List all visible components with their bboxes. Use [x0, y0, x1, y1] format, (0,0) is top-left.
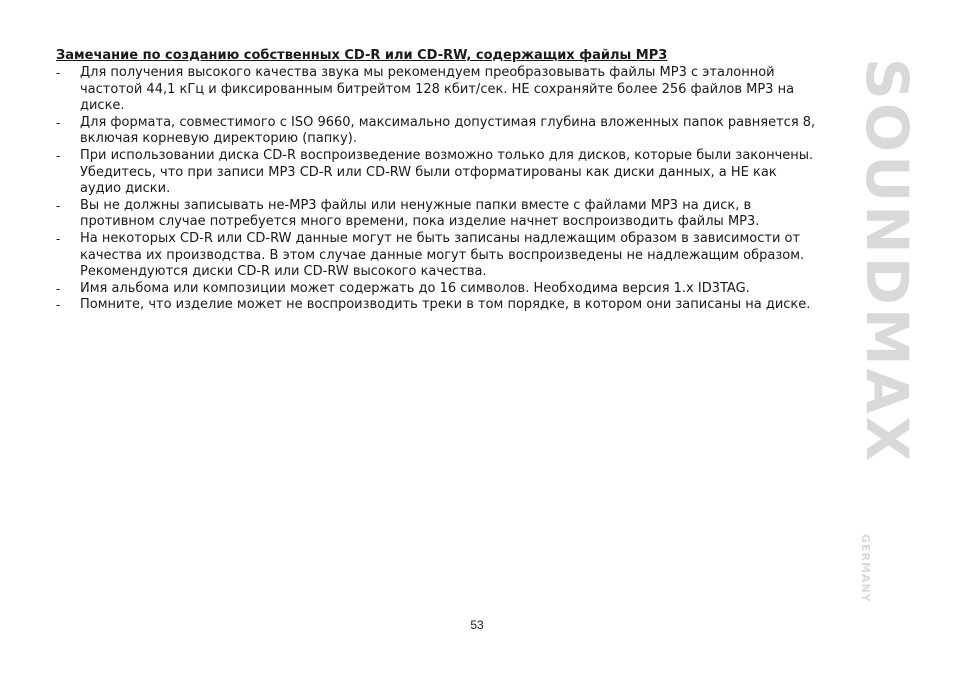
note-text: Вы не должны записывать не-MP3 файлы или ненужные папки вместе с файлами MP3 на диск, в противном случае потребуется много времени, пока изделие начнет воспроизводить файлы MP3. — [80, 197, 760, 230]
brand-name: SOUNDMAX — [853, 58, 921, 465]
list-item — [56, 115, 816, 148]
note-text: Для формата, совместимого с ISO 9660, максимально допустимая глубина вложенных папок равняется 8, включая корневую директорию (папку). — [80, 114, 816, 147]
bullet-dash: - — [56, 281, 61, 296]
note-text: Имя альбома или композиции может содержать до 16 символов. Необходима версия 1.x ID3TAG. — [80, 280, 750, 296]
bullet-dash: - — [56, 198, 61, 213]
brand-tagline: GERMANY — [859, 534, 872, 603]
list-item — [56, 231, 816, 281]
list-item — [56, 281, 816, 298]
notes-list — [56, 65, 816, 314]
list-item — [56, 297, 816, 314]
note-text: При использовании диска CD-R воспроизведение возможно только для дисков, которые были закончены. Убедитесь, что при записи MP3 CD-R или CD-RW были отформатированы как диски данных, а НЕ как аудио диски. — [80, 147, 814, 197]
note-text: Для получения высокого качества звука мы рекомендуем преобразовывать файлы MP3 с эталонной частотой 44,1 кГц и фиксированным битрейтом 128 кбит/сек. НЕ сохраняйте более 256 файлов MP3 на диске. — [80, 65, 795, 114]
bullet-dash: - — [56, 66, 61, 80]
page-number: 53 — [470, 618, 484, 632]
bullet-dash: - — [56, 231, 61, 246]
brand-logo — [853, 58, 921, 618]
bullet-dash: - — [56, 298, 61, 313]
list-item — [56, 148, 816, 198]
bullet-dash: - — [56, 115, 61, 130]
note-text: На некоторых CD-R или CD-RW данные могут не быть записаны надлежащим образом в зависимости от качества их производства. В этом случае данные могут быть воспроизведены не надлежащим образом. Рекомендуются диски CD-R или CD-RW высокого качества. — [80, 230, 805, 280]
list-item — [56, 198, 816, 231]
bullet-dash: - — [56, 148, 61, 163]
note-text: Помните, что изделие может не воспроизводить треки в том порядке, в котором они записаны на диске. — [80, 297, 811, 313]
section-heading: Замечание по созданию собственных CD-R или CD-RW, содержащих файлы MP3 — [56, 48, 668, 63]
document-body — [56, 47, 816, 314]
list-item — [56, 65, 816, 115]
